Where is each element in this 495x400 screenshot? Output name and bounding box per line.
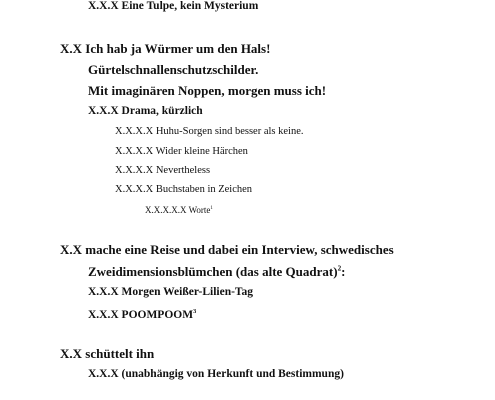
- section-continuation-line: Gürtelschnallenschutzschilder.: [88, 62, 259, 77]
- section-heading-reise: X.X mache eine Reise und dabei ein Interview, schwedisches: [60, 242, 394, 257]
- section-heading-schuettelt: X.X schüttelt ihn: [60, 346, 155, 361]
- section-heading-wuermer: X.X Ich hab ja Würmer um den Hals!: [60, 41, 271, 56]
- subsection-lilien: X.X.X Morgen Weißer-Lilien-Tag: [88, 286, 254, 298]
- outline-item-tulpe: X.X.X Eine Tulpe, kein Mysterium: [88, 0, 259, 12]
- outline-item: X.X.X.X Nevertheless: [115, 165, 211, 176]
- section-line-punctuation: :: [341, 264, 346, 279]
- outline-item: X.X.X.X Buchstaben in Zeichen: [115, 184, 253, 195]
- footnote-marker: 3: [193, 308, 197, 316]
- section-continuation-line: Mit imaginären Noppen, morgen muss ich!: [88, 83, 327, 98]
- subsection-poompoom: [88, 310, 196, 322]
- outline-item: X.X.X.X Huhu-Sorgen sind besser als keine.: [115, 126, 304, 137]
- section-continuation-line: [88, 265, 345, 278]
- subsection-herkunft: X.X.X (unabhängig von Herkunft und Bestimmung): [88, 368, 344, 380]
- footnote-marker: 1: [210, 206, 213, 211]
- subsection-text: X.X.X POOMPOOM: [88, 309, 194, 321]
- section-line-text: Zweidimensionsblümchen (das alte Quadrat): [88, 264, 338, 279]
- footnote-marker: 2: [337, 264, 342, 273]
- subsection-drama: X.X.X Drama, kürzlich: [88, 105, 203, 117]
- outline-item: X.X.X.X Wider kleine Härchen: [115, 146, 248, 157]
- outline-item-text: X.X.X.X.X Worte: [145, 205, 211, 215]
- outline-item-worte: [145, 206, 213, 215]
